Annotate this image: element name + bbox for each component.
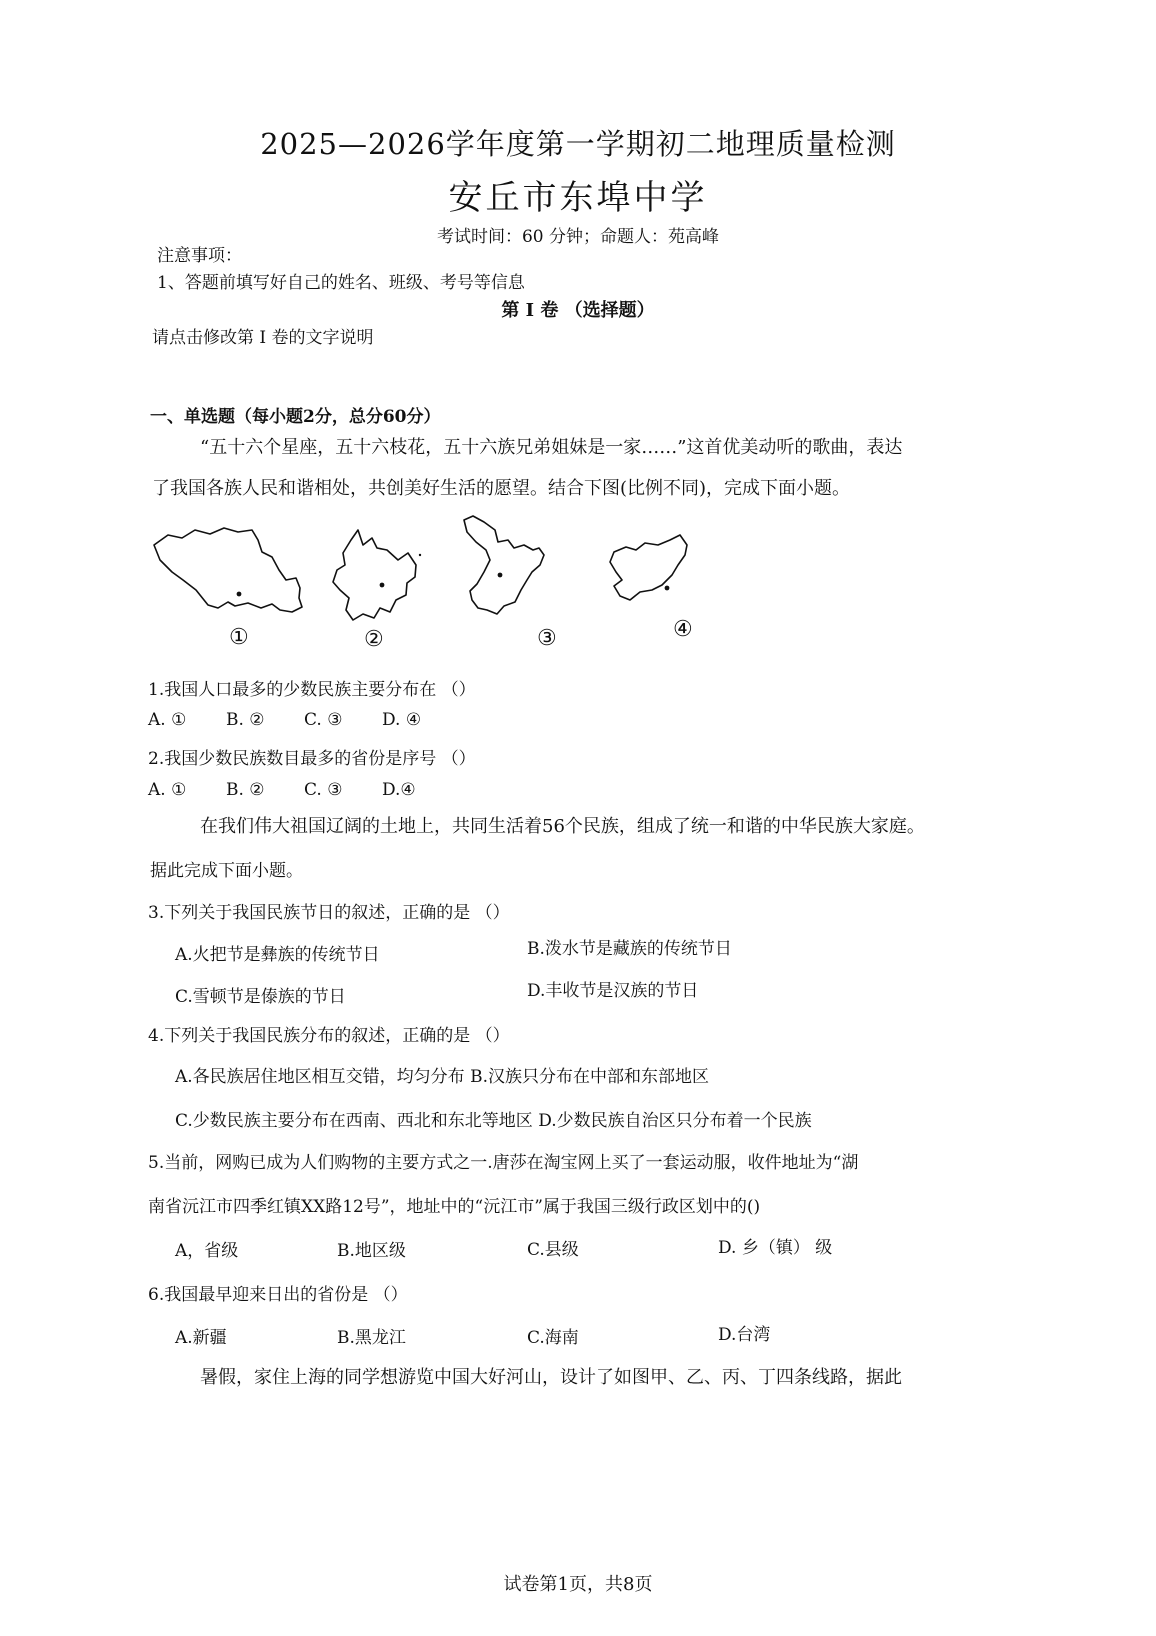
exam-title: 2025—2026学年度第一学期初二地理质量检测 (260, 127, 896, 161)
q6-option-b: B.黑龙江 (337, 1328, 406, 1348)
q5-option-d: D. 乡（镇） 级 (718, 1238, 833, 1258)
q2-option-b: B. ② (226, 780, 265, 800)
question-4-stem: 4.下列关于我国民族分布的叙述，正确的是 （） (148, 1026, 510, 1046)
q6-option-a: A.新疆 (175, 1328, 227, 1348)
map-2-speck (419, 554, 421, 556)
exam-info: 考试时间：60 分钟；命题人：苑高峰 (436, 227, 720, 247)
intro-line-2: 了我国各族人民和谐相处，共创美好生活的愿望。结合下图(比例不同)，完成下面小题。 (152, 478, 851, 499)
volume-instruction: 请点击修改第 I 卷的文字说明 (152, 328, 374, 348)
province-map-1 (154, 528, 302, 612)
q1-option-c: C. ③ (304, 710, 343, 730)
page-footer: 试卷第1页，共8页 (503, 1574, 653, 1595)
notes-item-1: 1、答题前填写好自己的姓名、班级、考号等信息 (157, 273, 525, 293)
q2-option-c: C. ③ (304, 780, 343, 800)
map-1-dot (237, 592, 242, 597)
question-1-stem: 1.我国人口最多的少数民族主要分布在 （） (148, 680, 476, 700)
q3-option-d: D.丰收节是汉族的节日 (527, 981, 699, 1001)
passage-3-line-1: 暑假，家住上海的同学想游览中国大好河山，设计了如图甲、乙、丙、丁四条线路，据此 (200, 1367, 902, 1388)
passage-2-line-2: 据此完成下面小题。 (150, 861, 303, 881)
school-name: 安丘市东埠中学 (448, 178, 708, 218)
q5-option-c: C.县级 (527, 1240, 579, 1260)
map-3-dot (498, 573, 503, 578)
q1-option-b: B. ② (226, 710, 265, 730)
q6-option-d: D.台湾 (718, 1325, 771, 1345)
question-5-stem-line-2: 南省沅江市四季红镇XX路12号”，地址中的“沅江市”属于我国三级行政区划中的() (148, 1197, 761, 1217)
map-label-1: ① (229, 625, 249, 650)
q3-option-a: A.火把节是彝族的传统节日 (175, 945, 380, 965)
q4-options-line-1: A.各民族居住地区相互交错，均匀分布 B.汉族只分布在中部和东部地区 (175, 1067, 709, 1087)
map-4-dot (665, 586, 670, 591)
question-6-stem: 6.我国最早迎来日出的省份是 （） (148, 1285, 408, 1305)
q6-option-c: C.海南 (527, 1328, 579, 1348)
map-label-4: ④ (673, 617, 693, 642)
q2-option-a: A. ① (148, 780, 187, 800)
q3-option-b: B.泼水节是藏族的传统节日 (527, 939, 732, 959)
volume-title: 第 I 卷 （选择题） (501, 300, 655, 321)
province-map-3 (464, 516, 544, 614)
intro-line-1: “五十六个星座，五十六枝花，五十六族兄弟姐妹是一家……”这首优美动听的歌曲，表达 (200, 437, 903, 458)
q5-option-a: A，省级 (175, 1241, 239, 1261)
question-5-stem-line-1: 5.当前，网购已成为人们购物的主要方式之一.唐莎在淘宝网上买了一套运动服，收件地址为“湖 (148, 1153, 859, 1173)
q4-options-line-2: C.少数民族主要分布在西南、西北和东北等地区 D.少数民族自治区只分布着一个民族 (175, 1111, 812, 1131)
q2-option-d: D.④ (382, 780, 416, 800)
q5-option-b: B.地区级 (337, 1241, 406, 1261)
section-heading: 一、单选题（每小题2分，总分60分） (150, 407, 441, 427)
map-label-2: ② (364, 627, 384, 652)
map-2-dot (380, 583, 385, 588)
question-2-stem: 2.我国少数民族数目最多的省份是序号 （） (148, 749, 476, 769)
province-map-2 (333, 530, 421, 620)
question-3-stem: 3.下列关于我国民族节日的叙述，正确的是 （） (148, 903, 510, 923)
q3-option-c: C.雪顿节是傣族的节日 (175, 987, 346, 1007)
map-label-3: ③ (537, 626, 557, 651)
notes-heading: 注意事项： (157, 246, 242, 266)
q1-option-a: A. ① (148, 710, 187, 730)
q1-option-d: D. ④ (382, 710, 422, 730)
passage-2-line-1: 在我们伟大祖国辽阔的土地上，共同生活着56个民族，组成了统一和谐的中华民族大家庭。 (200, 816, 925, 837)
province-map-4 (610, 535, 687, 600)
